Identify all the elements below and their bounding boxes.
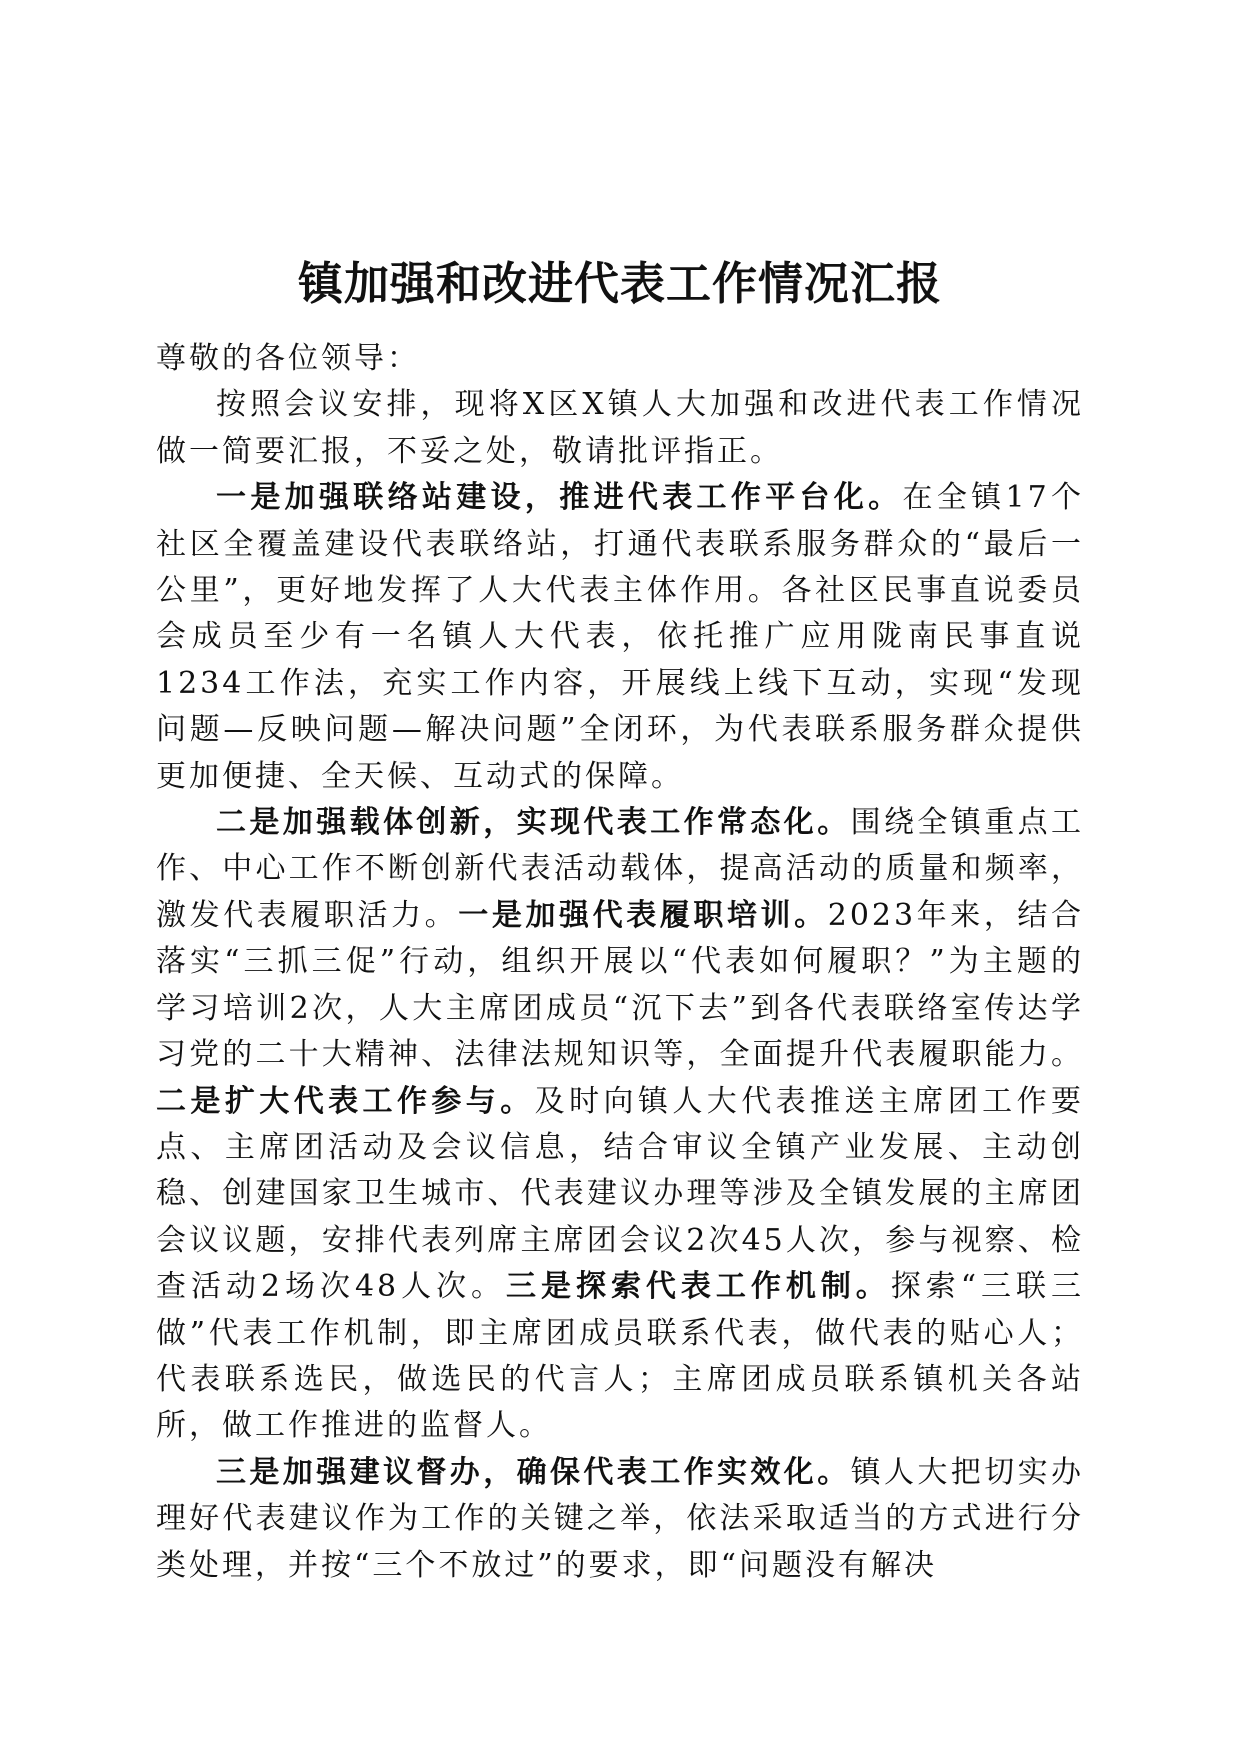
section-2-sub-1-heading: 一是加强代表履职培训。 xyxy=(458,897,828,933)
paragraph-section-1 xyxy=(156,475,1084,800)
section-3-heading: 三是加强建议督办，确保代表工作实效化。 xyxy=(216,1454,851,1490)
section-2-sub-3-heading: 三是探索代表工作机制。 xyxy=(506,1269,891,1305)
section-1-text: 在全镇17个社区全覆盖建设代表联络站，打通代表联系服务群众的“最后一公里”，更好地发挥了人大代表主体作用。各社区民事直说委员会成员至少有一名镇人大代表，依托推广应用陇南民事直说1234工作法，充实工作内容，开展线上线下互动，实现“发现问题—反映问题—解决问题”全闭环，为代表联系服务群众提供更加便捷、全天候、互动式的保障。 xyxy=(156,480,1084,794)
salutation: 尊敬的各位领导： xyxy=(156,341,420,376)
section-2-text: 围绕全镇重点工作、中心工作不断创新代表活动载体，提高活动的质量和频率，激发代表履职活力。 xyxy=(156,805,1085,933)
paragraph-section-3 xyxy=(156,1450,1084,1589)
paragraph-intro xyxy=(156,382,1084,475)
section-2-sub-2-heading: 二是扩大代表工作参与。 xyxy=(156,1083,535,1119)
paragraph-section-2 xyxy=(156,800,1084,1450)
section-2-sub-1-text: 2023年来，结合落实“三抓三促”行动，组织开展以“代表如何履职？”为主题的学习培训2次，人大主席团成员“沉下去”到各代表联络室传达学习党的二十大精神、法律法规知识等，全面提升代表履职能力。 xyxy=(156,897,1085,1073)
section-3-text: 镇人大把切实办理好代表建议作为工作的关键之举，依法采取适当的方式进行分类处理，并按“三个不放过”的要求，即“问题没有解决 xyxy=(156,1454,1085,1583)
section-1-heading: 一是加强联络站建设，推进代表工作平台化。 xyxy=(216,480,903,516)
document-title: 镇加强和改进代表工作情况汇报 xyxy=(297,257,942,310)
section-2-sub-2-text: 及时向镇人大代表推送主席团工作要点、主席团活动及会议信息，结合审议全镇产业发展、主动创稳、创建国家卫生城市、代表建议办理等涉及全镇发展的主席团会议议题，安排代表列席主席团会议2次45人次，参与视察、检查活动2场次48人次。 xyxy=(156,1083,1085,1305)
section-2-heading: 二是加强载体创新，实现代表工作常态化。 xyxy=(216,805,851,841)
intro-text: 按照会议安排，现将X区X镇人大加强和改进代表工作情况做一简要汇报，不妥之处，敬请批评指正。 xyxy=(156,387,1084,469)
document-body xyxy=(156,336,1084,1589)
section-2-sub-3-text: 探索“三联三做”代表工作机制，即主席团成员联系代表，做代表的贴心人；代表联系选民，做选民的代言人；主席团成员联系镇机关各站所，做工作推进的监督人。 xyxy=(156,1269,1085,1444)
